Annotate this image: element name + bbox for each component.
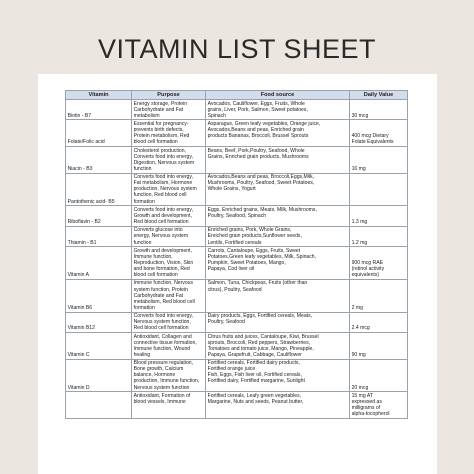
daily-value-text: 90 mg <box>351 351 366 358</box>
food-source-text: Eggs, Enriched grains, Meats, Milk, Mushrooms, Poultry, Seafood, Spinach <box>207 206 317 219</box>
purpose-cell <box>132 173 206 206</box>
food-source-text: Dairy products, Eggs, Fortified cereals, Meats, Poultry, Seafood <box>207 313 313 326</box>
purpose-cell <box>132 147 206 174</box>
column-header-vitamin: Vitamin <box>66 91 132 100</box>
purpose-cell <box>132 100 206 120</box>
vitamin-name-cell <box>66 120 132 147</box>
food-source-text: Fortified cereals, Fortified dairy products, Fortified orange juice Fish, Eggs, Fish liver oil, Fortified cereals, Fortified dairy, Fortified margarine, Sunlight <box>207 360 305 385</box>
daily-value-cell <box>350 392 408 419</box>
table-row <box>66 359 408 392</box>
food-source-text: Avocados, Cauliflower, Eggs, Fruits, Whole grains, Liver, Pork, Salmon, Sweet potatoes, Spinach <box>207 100 308 119</box>
food-source-cell <box>206 120 350 147</box>
food-source-cell <box>206 359 350 392</box>
purpose-text: Converts food into energy, Nervous system function, Red blood cell formation <box>133 313 193 332</box>
table-row <box>66 100 408 120</box>
vitamin-name-cell <box>66 279 132 312</box>
vitamin-table <box>65 90 408 419</box>
purpose-text: Essential for pregnancy- prevents birth defects, Protein metabolism, Red blood cell formation <box>133 121 190 146</box>
vitamin-name: Biotin - B7 <box>67 112 92 119</box>
column-header-daily-value: Daily Value <box>350 91 408 100</box>
purpose-cell <box>132 120 206 147</box>
daily-value-text: 1.2 mg <box>351 239 368 246</box>
table-row <box>66 173 408 206</box>
purpose-cell <box>132 332 206 359</box>
food-source-cell <box>206 247 350 280</box>
vitamin-name: Thiamin - B1 <box>67 239 97 246</box>
vitamin-name: Niacin - B3 <box>67 165 93 172</box>
vitamin-name: Riboflavin - B2 <box>67 219 101 226</box>
table-row <box>66 332 408 359</box>
vitamin-name-cell <box>66 147 132 174</box>
table-row <box>66 206 408 226</box>
food-source-text: Salmon, Tuna, Chickpeas, Fruits (other than citrus), Poultry, Seafood <box>207 280 308 293</box>
daily-value-text: 900 mcg RAE (retinol activity equivalents) <box>351 259 385 279</box>
food-source-cell <box>206 332 350 359</box>
daily-value-cell <box>350 279 408 312</box>
vitamin-name-cell <box>66 359 132 392</box>
vitamin-name: Vitamin B12 <box>67 325 95 332</box>
purpose-text: Antioxidant, Formation of blood vessels, Immune <box>133 392 191 405</box>
vitamin-name: Folate/Folic acid <box>67 139 105 146</box>
vitamin-name: Pantothenic acid- B5 <box>67 198 115 205</box>
purpose-text: Converts food into energy, Growth and development, Red blood cell formation <box>133 206 193 226</box>
food-source-cell <box>206 279 350 312</box>
daily-value-text: 16 mg <box>351 165 366 172</box>
table-row <box>66 312 408 332</box>
daily-value-text: 2.4 mcg <box>351 325 370 332</box>
daily-value-cell <box>350 332 408 359</box>
purpose-cell <box>132 226 206 246</box>
purpose-text: Energy storage, Protein Carbohydrate and Fat metabolism <box>133 100 188 119</box>
page-title: VITAMIN LIST SHEET <box>97 34 377 64</box>
purpose-cell <box>132 206 206 226</box>
daily-value-cell <box>350 247 408 280</box>
daily-value-cell <box>350 173 408 206</box>
vitamin-name: Vitamin D <box>67 384 90 391</box>
daily-value-cell <box>350 359 408 392</box>
daily-value-cell <box>350 226 408 246</box>
table-header-row <box>66 91 408 100</box>
vitamin-sheet <box>38 74 437 474</box>
daily-value-text: 20 mcg <box>351 384 369 391</box>
food-source-cell <box>206 100 350 120</box>
purpose-text: Converts glucose into energy, Nervous system function <box>133 227 189 246</box>
purpose-cell <box>132 392 206 419</box>
food-source-cell <box>206 226 350 246</box>
food-source-text: Beans, Beef, Pork,Poultry, Seafood, Whole Grains, Enriched grain products, Mushrooms <box>207 147 309 160</box>
vitamin-name-cell <box>66 312 132 332</box>
food-source-text: Enriched grains, Pork, Whole Grains, Enriched grain products,Sunflower seeds, Lentils, Fortified cereals <box>207 227 302 246</box>
food-source-text: Carrots, Cantaloupe, Eggs, Fruits, Sweet Potatoes,Green leafy vegetables, Milk, Spinach, Pumpkin, Sweet Potatoes, Mango, Papaya, Cod liver oil <box>207 247 317 273</box>
vitamin-name-cell <box>66 332 132 359</box>
daily-value-cell <box>350 120 408 147</box>
food-source-cell <box>206 392 350 419</box>
food-source-text: Citrus fruits and juices, Cantaloupe, Kiwi, Brussel sprouts, Broccoli, Red peppers, Strawberries, Tomatoes and tomato juice, Mango, Pineapple, Papaya, Grapefruit, Cabbage, Cauliflower <box>207 333 319 358</box>
purpose-cell <box>132 247 206 280</box>
daily-value-text: 400 mcg Dietary Folate Equivalents <box>351 133 394 146</box>
food-source-text: Fortified cereals, Leafy green vegetables, Margarine, Nuts and seeds, Peanut butter, <box>207 392 304 405</box>
purpose-text: Blood pressure regulation, Bone growth, Calcium balance, Hormone production, Immune function, Nervous system function <box>133 360 200 391</box>
purpose-cell <box>132 359 206 392</box>
purpose-text: Converts food into energy, Fat metabolism, Hormone production, Nervous system function, Red blood cell formation <box>133 174 197 205</box>
vitamin-name-cell <box>66 226 132 246</box>
daily-value-cell <box>350 312 408 332</box>
vitamin-name-cell <box>66 100 132 120</box>
vitamin-name: Vitamin B6 <box>67 304 93 311</box>
table-row <box>66 247 408 280</box>
purpose-cell <box>132 312 206 332</box>
daily-value-cell <box>350 100 408 120</box>
daily-value-text: 2 mg <box>351 304 363 311</box>
daily-value-text: 1.3 mg <box>351 219 368 226</box>
table-row <box>66 279 408 312</box>
vitamin-name-cell <box>66 173 132 206</box>
food-source-cell <box>206 206 350 226</box>
vitamin-name: Vitamin A <box>67 272 90 279</box>
daily-value-cell <box>350 206 408 226</box>
column-header-purpose: Purpose <box>132 91 206 100</box>
purpose-text: Immune function, Nervous system function, Protein Carbohydrate and Fat metabolism, Red blood cell formation <box>133 280 195 311</box>
daily-value-cell <box>350 147 408 174</box>
table-row <box>66 120 408 147</box>
vitamin-name-cell <box>66 206 132 226</box>
table-row <box>66 392 408 419</box>
purpose-cell <box>132 279 206 312</box>
vitamin-name-cell <box>66 392 132 419</box>
food-source-cell <box>206 147 350 174</box>
daily-value-text: 15 mg AT expressed as milligrams of alpha-tocopherol <box>351 392 390 418</box>
food-source-cell <box>206 312 350 332</box>
column-header-food-source: Food source <box>206 91 350 100</box>
vitamin-name: Vitamin C <box>67 351 90 358</box>
food-source-cell <box>206 173 350 206</box>
table-row <box>66 226 408 246</box>
food-source-text: Asparagus, Green leafy vegetables, Orange juice, Avocados,Beans and peas, Enriched grain products Bananas, Broccoli, Brussel Sprouts <box>207 121 321 140</box>
vitamin-name-cell <box>66 247 132 280</box>
purpose-text: Antioxidant, Collagen and connective tissue formation, Immune function, Wound healing <box>133 333 197 358</box>
table-row <box>66 147 408 174</box>
purpose-text: Cholesterol production, Converts food into energy, Digestion, Nervous system function <box>133 147 195 172</box>
food-source-text: Avocados,Beans and peas, Broccoli,Eggs,Milk, Mushrooms, Poultry, Seafood, Sweet Potatoes, Whole Grains, Yogurt <box>207 174 315 193</box>
purpose-text: Growth and development, Immune function, Reproduction, Vision, Skin and bone formation, Red blood cell formation <box>133 247 194 279</box>
daily-value-text: 30 mcg <box>351 112 369 119</box>
